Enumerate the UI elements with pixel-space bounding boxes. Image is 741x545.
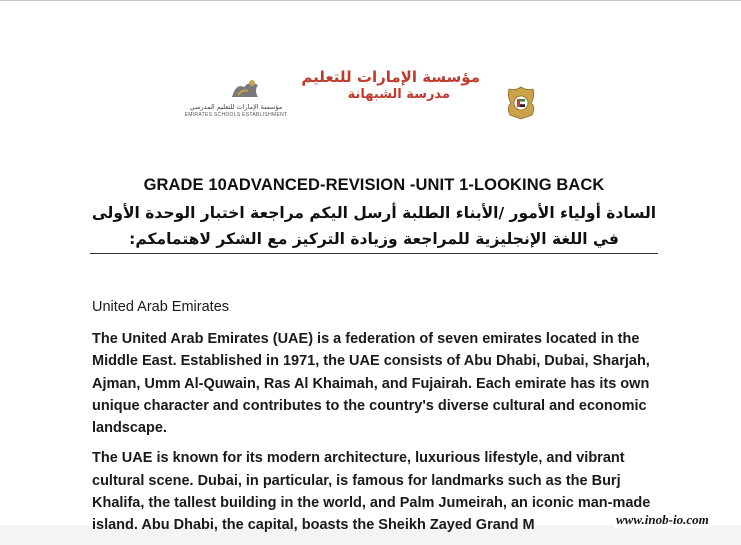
title-divider <box>90 253 658 254</box>
document-title: GRADE 10ADVANCED-REVISION -UNIT 1-LOOKING BACK <box>143 176 605 194</box>
passage-heading: United Arab Emirates <box>92 299 230 315</box>
school-name: مدرسة الشبهانة <box>347 87 450 102</box>
arabic-instructions-line-1: السادة أولياء الأمور /الأبناء الطلبة أرسل اليكم مراجعة اختبار الوحدة الأولى <box>91 204 657 222</box>
organization-name: مؤسسة الإمارات للتعليم <box>301 68 480 86</box>
reading-passage <box>92 297 672 545</box>
header-arabic <box>270 68 480 103</box>
arabic-instructions-line-2: في اللغة الإنجليزية للمراجعة وزيادة التركيز مع الشكر لاهتمامكم: <box>129 230 619 248</box>
logo-subtitle-ar: مؤسسة الإمارات للتعليم المدرسي <box>189 103 283 111</box>
logo-subtitle-en: EMIRATES SCHOOLS ESTABLISHMENT <box>184 112 288 118</box>
passage-paragraph-2: The UAE is known for its modern architecture, luxurious lifestyle, and vibrant cultural scene. Dubai, in particular, is famous for landmarks such as the Burj Khalifa, the tallest building in the world, and Palm Jumeirah, an iconic man-made island. Abu Dhabi, the capital, boasts the Sheikh Zayed Grand M <box>92 450 651 534</box>
uae-emblem-icon <box>500 83 542 123</box>
website-watermark: www.inob-io.com <box>616 512 709 527</box>
passage-paragraph-1: The United Arab Emirates (UAE) is a federation of seven emirates located in the Middle East. Established in 1971, the UAE consists of Abu Dhabi, Dubai, Sharjah, Ajman, Umm Al-Quwain, Ras Al Khaimah, and Fujairah. Each emirate has its own unique character and contributes to the country's diverse cultural and economic landscape. <box>92 331 650 437</box>
taleem-logo-icon <box>228 77 262 103</box>
arabic-instructions <box>90 200 658 252</box>
